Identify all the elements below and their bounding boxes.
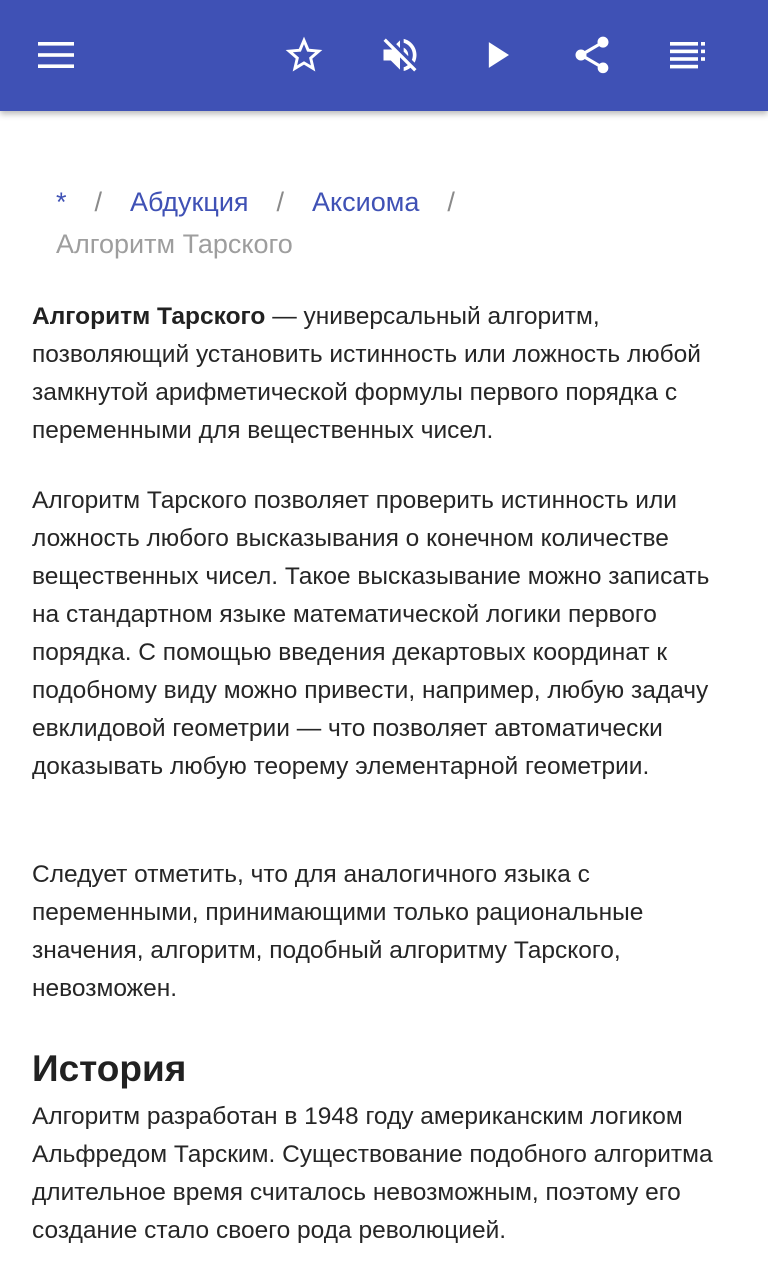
share-icon <box>570 33 614 77</box>
menu-button[interactable] <box>28 27 84 83</box>
star-icon <box>282 33 326 77</box>
breadcrumb <box>56 181 736 265</box>
play-button[interactable] <box>470 27 526 83</box>
menu-icon <box>36 41 76 69</box>
favorite-button[interactable] <box>276 27 332 83</box>
app-toolbar <box>0 0 768 111</box>
contents-button[interactable] <box>660 27 716 83</box>
mute-button[interactable] <box>372 27 428 83</box>
breadcrumb-home-link[interactable]: * <box>56 187 67 217</box>
breadcrumb-link-axiom[interactable]: Аксиома <box>312 187 420 217</box>
article-content <box>0 111 768 1280</box>
breadcrumb-link-abduction[interactable]: Абдукция <box>130 187 249 217</box>
share-button[interactable] <box>564 27 620 83</box>
article-intro-paragraph <box>32 298 736 450</box>
article-intro-text: — универсальный алгоритм, позволяющий установить истинность или ложность любой замкнутой арифметической формулы первого порядка с переменными для вещественных чисел. <box>32 303 701 444</box>
article-paragraph: Алгоритм Тарского позволяет проверить истинность или ложность любого высказывания о конечном количестве вещественных чисел. Такое высказывание можно записать на стандартном языке математической логики первого порядка. С помощью введения декартовых координат к подобному виду можно привести, например, любую задачу евклидовой геометрии — что позволяет автоматически доказывать любую теорему элементарной геометрии. <box>32 487 710 780</box>
section-heading-history: История <box>32 1048 187 1089</box>
breadcrumb-separator: / <box>94 187 103 217</box>
play-icon <box>476 33 520 77</box>
article-term: Алгоритм Тарского <box>32 303 266 330</box>
playlist-icon <box>668 41 708 69</box>
volume-off-icon <box>378 33 422 77</box>
article-paragraph: Следует отметить, что для аналогичного языка с переменными, принимающими только рациональные значения, алгоритм, подобный алгоритму Тарского, невозможен. <box>32 861 644 1002</box>
article-paragraph: Алгоритм разработан в 1948 году американским логиком Альфредом Тарским. Существование подобного алгоритма длительное время считалось невозможным, поэтому его создание стало своего рода революцией. <box>32 1103 713 1244</box>
breadcrumb-separator: / <box>276 187 285 217</box>
breadcrumb-separator: / <box>447 187 455 217</box>
breadcrumb-current-page: Алгоритм Тарского <box>56 229 293 259</box>
